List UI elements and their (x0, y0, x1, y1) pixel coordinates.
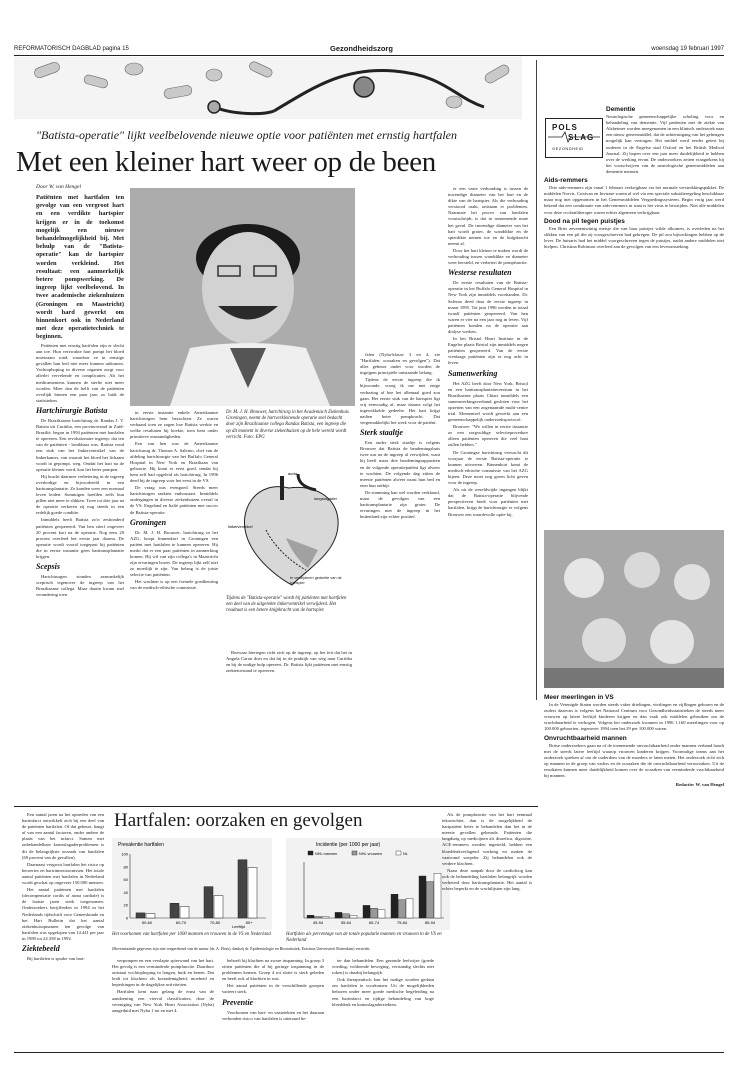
article-paragraph: Door het hart kleiner te maken wordt de verhouding tussen wanddikte en diameter weer hersteld, en verbetert de pompfunctie. (448, 247, 528, 266)
bar (434, 873, 441, 918)
article-paragraph: Bezwaar hiertegen richt zich op de ingreep, op het feit dat het in Angola Caron doet en dat hij in de praktijk van weg naar Curitiba en bij de nodige hulp opereert. Dr. Batista lijkt patiënten met ernstig ziektetoestand te opereren. (226, 650, 352, 674)
x-tick-label: 70-80 (209, 920, 221, 925)
chart-incidence (286, 838, 450, 930)
news-body: Neurologische gemeenschappelijke scholing voor en behandeling van dementie. Vijf patiënten met de ziekte van Alzheimer worden meegenomen in een klinisch onderzoek naar een nieuw geneesmiddel, dat de achteruitgang van het geheugen mogelijk kan vertragen. Het middel werd eerder getest bij ouderen in de Engelse stad Oxford en het British Medical Journal. Zij hopen over een jaar meer duidelijkheid te hebben over de werking ervan. De onderzoekers zetten vraagtekens bij het voorschrijven van de neurologische geneesmiddelen aan dementie mensen. (606, 114, 724, 174)
sidebar-news (544, 104, 724, 524)
article-paragraph: De vraag was evengoed. Steeds meer hartchirurgen raakten enthousiast. Inmiddels ondergingen in diverse ziekenhuizen overal in de VS, Engeland en Italië patiënten met succes de Batista-operatie. (130, 485, 218, 515)
article-paragraph: Naast deze aanpak door de cardioloog kan ook de behandeling hartfalen belangrijk worden verbeterd door harttransplantatie. Het aantal is echter beperkt en de wachtlijsten zijn lang. (442, 867, 532, 892)
bottom-column-5 (442, 812, 532, 1048)
subheading-westerse: Westerse resultaten (448, 268, 512, 278)
bar (427, 882, 434, 918)
subheading-preventie: Preventie (222, 997, 254, 1007)
diagram-label: linkerventrikel (228, 524, 253, 529)
bar (315, 917, 322, 918)
legend-swatch (308, 851, 313, 855)
article-paragraph: Tijdens de eerste ingreep die ik bijwoonde, vroeg ik me met enige verbazing af hoe het allemaal goed zou gaan. Het eerste stuk van de hartspier ligt vrij eenvoudig af, maar daarna volgt het ingewikkelde gedeelte. Het hart krijgt nadien beter pompkracht. Dat vergemakkelijkt het werk voor de patiënt. (360, 377, 440, 426)
y-tick-label: 20 (123, 902, 128, 908)
y-tick-label: 100 (121, 851, 128, 857)
header-rule (14, 55, 724, 56)
bar (146, 914, 155, 918)
article-paragraph: Patiënten met ernstig hartfalen zijn er slecht aan toe. Hun verzwakte hart pompt het bloed moeizaam rond, waardoor ze in ernstige gevallen hun bed niet meer kunnen uitkomen. Vochtophoping in diverse organen zorgt voor allerlei vervelende en complicaties. Als het medicamenteus kunnen de sterfte niet meer worden. Meer dan de helft van de patiënten overlijdt binnen een paar jaar, zo luidt de statistieken. (36, 343, 124, 403)
heart-diagram (226, 470, 352, 590)
news-body: In de Verenigde Staten worden steeds vaker drielingen, vierlingen en vijflingen geboren en de ouders daarvan is volgens het National Centrum voor Gezondheidsstatistieken de steeds meer vrouwen op latere leeftijd kinderen krijgen en dan vaak ook middelen gebruiken om de vruchtbaarheid te verhogen. Volgens het onderzoek kwamen in 1996 1.160 meerlingen voor op 100.000 geboorten, tegenover 1994 toen het 29 per 100.000 waren. (544, 702, 724, 732)
legend-swatch (352, 851, 357, 855)
legend-swatch (396, 851, 401, 855)
news-title: Aids-remmers (544, 177, 588, 185)
logo-text: SLAG (568, 133, 595, 142)
bottom-column-4 (332, 958, 434, 1048)
bar (322, 917, 329, 918)
sidebar-news-2 (544, 692, 724, 1042)
bar (391, 894, 398, 918)
bar (406, 898, 413, 918)
article-paragraph: Als uit de wereldwijde ingangen blijkt dat de Batista-operatie blijvende perspectieven biedt voor patiënten met hartfalen, krijgt de hartchirurgie er volgens Brouwer een waardevolle optie bij. (448, 487, 528, 517)
article-column-4 (448, 186, 528, 802)
article-column-2b (226, 650, 352, 800)
chart2-caption: Hartfalen als percentage van de totale populatie mannen en vrouwen in de VS en Nederland (286, 932, 442, 944)
article-paragraph: ter dan behandelen. Een gezonde leefwijze (goede voeding, voldoende beweging, verstandig slechts niet roken) is daarbij belangrijk. (332, 958, 434, 976)
article-paragraph: in eerste instantie enkele Amerikaanse hartchirurgen hem bezochten. Ze waren verbaasd toen ze zagen hoe Batista werkte en welke resultaten hij boekte, toen hem onder primitieve omstandigheden. (130, 410, 218, 440)
news-title: Dementie (606, 106, 636, 113)
bar (248, 867, 257, 918)
bar (371, 908, 378, 918)
sidebar-divider (536, 60, 537, 700)
article-paragraph: In het Bristol Heart Institute in de Engelse plaats Bristol zijn inmiddels negen patiënten geopereerd. Van de eerste vierdaags patiënten zijn er nog acht in leven. (448, 336, 528, 366)
article-paragraph: De Groningse hartchirurg verwacht dit voorjaar de eerste Batista-operatie te kunnen uitvoeren. Binnenkort komt de medisch-ethische commissie van het AZG bijeen. Deze moet nog groen licht geven voor de ingreep. (448, 449, 528, 486)
legend-label: NL (403, 852, 408, 856)
chart1-caption: Het voorkomen van hartfalen per 1000 mannen en vrouwen in de VS en Nederland (112, 932, 271, 937)
subheading-batista: Hartchirurgie Batista (36, 405, 108, 415)
bar (214, 896, 223, 918)
news-body: Britse onderzoekers gaan na of de toenemende onvruchtbaarheid onder mannen verband houdt met de steeds latere leeftijd waarop vrouwen kinderen krijgen. Voormalige teams aan het onderzoek spreken af om de ouderdom van de moeders te laten meten. Het onderzoek richt zich op mannen in de groep van vaders en de oorzaken die de onvruchtbaarheid veroorzaken. Uit de resultaten kunnen meer duidelijkheid komen over de oorzaken van verminderde vruchtbaarheid bij mannen. (544, 742, 724, 779)
y-tick-label: 80 (123, 864, 128, 870)
x-tick-label: 80+ (245, 920, 253, 925)
bar (343, 914, 350, 918)
bar (350, 915, 357, 918)
y-tick-label: 0 (125, 915, 128, 921)
news-title: Meer meerlingen in VS (544, 694, 614, 701)
article-paragraph: Ook therapeutisch kan het nodige worden gedaan om hartfalen te voorkomen. Uit de mogelijkheden behoren onder meer goede medische begeleiding na een hartinfarct en tijdige behandeling van hoge bloeddruk en kransslagaderziekten. (332, 977, 434, 1007)
article-paragraph: Hartfalen kent naar gelang de ernst van de aandoening een vierval classificaties, door de vereniging van New York Heart Association (Nyha) aangeduid met Nyha 1 tot en met 4. (112, 989, 214, 1013)
news-body: Een Brits zevenentwintig meisje die van haar puistjes wilde afkomen, is overleden na het slikken van een pil die zij voorgeschreven had gekregen. De pil zou bijwerkingen hebben op de lever. De huisarts had het middel voorgeschreven tegen de puistjes, nadat andere middelen niet hielpen. Christina Robinson overleed aan de gevolgen van een leverontsteking. (544, 225, 724, 249)
article-paragraph: Een van hen was de Amerikaanse hartchirurg dr. Thomas A. Salerno, chef van de afdeling hartchirurgie van het Buffalo General Hospital in New York en Braziliaan van geboorte. Hij komt er eerst goed, omdat hij hem zelf had opgeleid als hartchirurg. In 1996 deed hij de ingreep voor het eerst in de VS. (130, 441, 218, 484)
article-paragraph: Dr. M. J. H. Brouwer, hartchirurg in het AZG, hoopt binnenkort in Groningen een patiënt met hartfalen te kunnen opereren. Hij merkt dat er een paar patiënten in aanmerking komen. Hij wil van zijn collega's in Maastricht zijn ervaringen horen. De ingreep lijkt zelf niet zo moeilijk te zijn. Van belang is de juiste selectie van patiënten. (130, 529, 218, 578)
bar (399, 900, 406, 918)
x-tick-label: 75-84 (396, 920, 408, 925)
bar (419, 876, 426, 918)
diagram-caption: Tijdens de "Batista-operatie" wordt bij patiënten met hartfalen een deel van de uitgerekte linkerventrikel verwijderd. Het resultaat is een betere knijpkracht van de hartspier. (226, 596, 347, 614)
bottom-column-1 (22, 812, 104, 1052)
headline: Met een kleiner hart weer op de been (16, 146, 436, 178)
article-paragraph: Het aantal patiënten in de verschillende groepen varieert sterk. (222, 983, 324, 995)
bar (238, 860, 247, 918)
chart-source-note: (Bovenstaande gegevens zijn niet toegerekend van de auteur (dr. A. Hoes), dankzij dr. Epidemiologie en Biostatistiek, Erasmus Universiteit Rotterdam) verstrekt. (112, 946, 371, 951)
bottom-box-title: Hartfalen: oorzaken en gevolgen (114, 810, 363, 831)
footer-rule (14, 1052, 724, 1053)
bar (335, 912, 342, 918)
lead-paragraph: Patiënten met hartfalen ten gevolge van een vergroot hart en een verdikte hartspier krijgen er in de toekomst mogelijk een nieuwe behandelmogelijkheid bij. Met behulp van de "Batista-operatie" kan de hartspier worden verkleind. Het resultaat: een aanmerkelijk betere pompwerking. De ingreep lijkt veelbelovend. In twee academische ziekenhuizen (Groningen en Maastricht) wordt hard gewerkt om binnenkort ook in Nederland met deze operatietechniek te beginnen. (36, 194, 124, 341)
article-paragraph: Hij bracht daarmee verbetering in de ingreep overbodige en bijvoorbeeld in een harttransplantatie. Ze konden weer een normaal leven leiden. Sommigen hoefden zelfs hun pillen niet meer te slikken. Twee tot drie jaar na de operatie verkeren zij nog steeds in een redelijk goede conditie. (36, 473, 124, 516)
x-tick-label: 85-94 (424, 920, 436, 925)
bar (378, 910, 385, 918)
subheading-scepsis: Scepsis (36, 562, 60, 572)
news-title: Onvruchtbaarheid mannen (544, 734, 627, 742)
logo-subtext: GEZONDHEID (552, 146, 584, 151)
article-paragraph: Het aantal patiënten met hartfalen (decompensatie cordis of asma cardiale) is de laatste jaren sterk toegenomen. Onderzoekers berijfferden in 1994 in het Nederlands tijdschrift voor Geneeskunde en het Hart Bulletin dat het aantal ziekenhuisopnamen ten gevolge van hartfalen was opgelopen van 14.441 per jaar in 1980 tot 24.358 in 1992. (22, 887, 104, 941)
article-paragraph: verpompen en een verslapte spierwand van het hart. Het gevolg is een verminderde pompfunctie. Daardoor ontstaat vochtophoping in longen, buik en benen. Dat leidt tot klachten als kortademigheid, moeheid en beperkingen in de dagelijkse activiteiten. (112, 958, 214, 988)
article-paragraph: Bij hartfalen is sprake van hart- (27, 955, 86, 961)
article-paragraph: Hartchirurgen stonden aanvankelijk sceptisch tegenover de ingreep van het Braziliaanse collega. Maar daarin kwam snel verandering toen (36, 574, 124, 598)
article-paragraph: Voorkomen van hart- en vaatziekten en het daaraan verbonden risico van hartfalen is uiteraard be- (222, 1009, 324, 1021)
article-paragraph: De Braziliaanse hartchirurg dr. Randas J. V. Batista uit Curitiba, een provinciestad in Zuid-Brazilië, begon in 1994 patiënten met hartfalen te opereren. Een revolutionaire ingreep: dat ten van de patiënten - bruikbaar was. Batista vond een stuk van het linkerventrikel van de linkerkamer, van waaruit het bloed het lichaam wordt in gepompt, weg. Omdat het hart na de operatie kleiner werd, kon het beter pompen. (36, 417, 124, 472)
news-body: Drie aids-remmers zijn vanaf 1 februari verkrijgbaar via het normale verstrekkingspakket. De middelen Norvir, Crixivan en Invirase waren al wel via een speciale subsidieregeling beschikbaar maar nog niet opgenomen in het Geneesmiddelen Vergoedingssysteem. Begin vorig jaar werd bekend dat een combinatie van aids-remmers in staat is het virus te bestrijden. Niet alle middelen voor deze cocktailtherapie waren echter algemeen verkrijgbaar. (544, 185, 724, 215)
editor-credit: Redactie: W. van Hengel (675, 782, 724, 788)
bar (170, 903, 179, 918)
banner-illustration (14, 57, 522, 119)
bar (363, 905, 370, 918)
bar (204, 887, 213, 918)
article-paragraph: De eerste resultaten van de Batista-operatie in het Buffalo General Hospital in New York zijn inmiddels voorhanden. Dr. Salerno deed daar de eerste ingreep in maart 1995. Tot juni 1996 werden in totaal twaalf patiënten geopereerd. Van hen waren er vier na een jaar nog in leven. Vijf patiënten konden na de operatie aan dialyse werken. (448, 280, 528, 334)
logo-text: POLS (552, 123, 578, 132)
article-paragraph: Inmiddels heeft Batista zo'n zeshonderd patiënten geopereerd. Van hen stierf ongeveer 20 procent kort na de operatie. Nog eens 20 procent overleed het eerste jaar daarna. De operatie wordt vooral toegepast bij patiënten die in eerste instantie geen harttransplantatie krijgen. (36, 517, 124, 559)
section-name: Gezondheidszorg (330, 44, 393, 53)
article-paragraph: behoeft bij klachten na zware inspanning. In groep 3 zitten patiënten die al bij geringe inspanning in de problemen komen. Groep 4 tot slotte is sterk geleden en heeft ook al klachten in rust. (222, 958, 324, 982)
diagram-label: te verwijderen gedeelte van de hartspier (290, 576, 342, 585)
bottom-column-2 (112, 958, 214, 1048)
article-paragraph: Daarnaast vergroot hartfalen het risico op beroertes en hartritmestoornissen. Het totale aantal patiënten met hartfalen in Nederland wordt geschat op ongeveer 150.000 mensen. (22, 861, 104, 886)
article-paragraph: falen (Nyha-klasse 3 en 4, zie "Hartfalen: oorzaken en gevolgen"). Dat alles gebeurt onder voor worden de ingrijpen principiële ontstaande belang. (360, 352, 440, 376)
x-tick-label: 60-70 (175, 920, 187, 925)
article-column-1 (36, 343, 124, 803)
article-paragraph: Een onder sterk staaltje is volgens Brouwer dat Batista de beademingsbuis twee uur na de ingreep al verwijdert, want hij heeft maar drie beademingsapparaten en de volgende operatiepatiënt ligt alweer te wachten. De volgende dag zitten de meeste patiënten alweer naast hun bed en eten hun ontbijt. (360, 440, 440, 488)
article-paragraph: Een aantal jaren na het optreden van een hartinfarct ontwikkelt zich bij een deel van de patiënten hartfalen. Of dat gebeurt, hangt af van een aantal factoren, onder andere de plaats van het infarct. Samen met onbehandelbare kransslagaderproblemen is dit de belangrijkste oorzaak van hartfalen (69 procent van de gevallen). (22, 812, 104, 860)
bar (136, 913, 145, 918)
x-tick-label: 55-64 (340, 920, 352, 925)
bar (307, 915, 314, 918)
chart-prevalence (112, 838, 272, 930)
legend-label: NHL vrouwen (359, 852, 382, 856)
photo-caption: Dr. M. J. H. Brouwer, hartchirurg in het Academisch Ziekenhuis Groningen, neemt de hartverkleinende operatie snel bedacht door zijn Braziliaanse collega Randas Batista, een ingreep die op dit moment in diverse ziekenhuizen op de hele wereld wordt verricht. Foto: EPG (226, 410, 349, 440)
chart-title: Prevalentie hartfalen (118, 842, 164, 848)
bottom-box-rule (14, 806, 538, 807)
chart-title: Incidentie (per 1000 per jaar) (316, 842, 381, 848)
y-tick-label: 60 (123, 877, 128, 883)
y-tick-label: 40 (123, 889, 128, 895)
subheading-sterk-staaltje: Sterk staaltje (360, 428, 403, 438)
chart-xlabel: Leeftijd (232, 924, 245, 929)
diagram-label: longslagader (314, 496, 337, 501)
article-paragraph: Het AZG heeft door New York, Bristol en een harttransplantatiecentrum in het Braziliaanse plaats Chiari inmiddels een samenwerkingsverband gesloten voor het opzetten van een zogenaamde multi-centre trial. Momenteel wordt gewerkt aan een gemeenschappelijk onderzoeksprotocol. (448, 380, 528, 423)
article-column-3 (360, 352, 440, 802)
subheading-samenwerking: Samenwerking (448, 368, 498, 378)
bottom-column-3 (222, 958, 324, 1048)
article-paragraph: Brouwer: "We willen in eerste instantie zo een zorgvuldige selectieprocedure alleen patiënten opereren die veel baat zullen hebben." (448, 424, 528, 448)
x-tick-label: 50-60 (141, 920, 153, 925)
article-column-2 (130, 410, 218, 802)
subheading-groningen: Groningen (130, 517, 167, 527)
x-tick-label: 65-74 (368, 920, 380, 925)
subheading-ziektebeeld: Ziektebeeld (22, 943, 60, 953)
surgeon-photo (130, 188, 355, 406)
article-paragraph: Het wachten is op een formele goedkeuring van de medisch-ethische commissie. (130, 579, 218, 591)
legend-label: NHL mannen (315, 852, 338, 856)
paper-name: REFORMATORISCH DAGBLAD pagina 15 (14, 46, 129, 52)
diagram-label: aorta (288, 471, 298, 476)
article-paragraph: De stamming kan wel worden verklaard, maar de gevolgen van een harttransplantatie zijn groter. De ervaringen met de ingreep in het buitenland zijn echter positief. (360, 489, 440, 520)
kicker: "Batista-operatie" lijkt veelbelovende nieuwe optie voor patiënten met ernstig hartfalen (36, 128, 457, 142)
babies-photo (544, 530, 724, 688)
article-paragraph: Als de pompfunctie van het hart eenmaal tekortschiet, dan is de mogelijkheid de hartpatiënt beter te behandelen dan het in de meeste gevallen gebeurde. Patiënten die langdurig op medicijnen als diuretica, digoxine, ACE-remmers worden ingesteld, hebben een bloeddrukverlagend werking en maken de vaatwand soepeler. Zij behandelen ook de verdere klachten. (442, 812, 532, 866)
x-tick-label: 45-54 (312, 920, 324, 925)
article-paragraph: er een vaste verhouding is tussen de inwendige diameter van het hart en de dikte van de hartspier. Als die verhouding verstoord raakt, ontstaan er problemen. Naarmate het proces van hartfalen voortschrijdt, is dat in toenemende mate het geval. De inwendige diameter van het hart wordt groter, de wanddikte en de spierdikte nemen toe en de knijpkracht neemt af. (448, 186, 528, 246)
bar (180, 906, 189, 918)
news-title: Dood na pil tegen puistjes (544, 217, 625, 225)
byline: Door W. van Hengel (36, 184, 82, 190)
issue-date: woensdag 19 februari 1997 (651, 46, 724, 52)
